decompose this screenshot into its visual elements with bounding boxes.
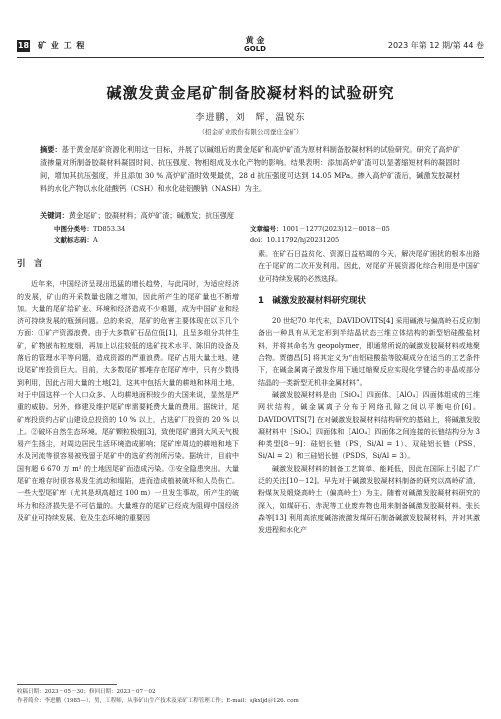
- journal-name: [225, 36, 285, 54]
- abstract-text: 基于黄金尾矿资源化利用这一目标，并展了以碱组后的黄金尾矿和高炉矿渣为原材料制备胶凝材料的试验研究。研究了高炉矿渣掺量对所制备胶凝材料凝固时间、抗压强度、物相组成及水化产物的影响。结果表明：添加高炉矿渣可以显著缩短材料的凝固时间，增加其抗压强度，并且添加 30 % 高炉矿渣时效果最优，28 d 抗压强度可达到 14.05 MPa。掺入高炉矿渣后，碱激发胶凝材料的水化产物以水化硅酸钙（CSH）和水化硅铝酸钠（NASH）为主。: [40, 145, 460, 193]
- journal-name-cn: 黄 金: [245, 36, 265, 45]
- keywords-text: 黄金尾矿；胶凝材料；高炉矿渣；碱激发；抗压强度: [68, 211, 235, 220]
- doc-code-label: 文献标志码：: [54, 236, 93, 244]
- article-no-label: 文章编号：: [250, 225, 283, 233]
- footnote: [17, 688, 484, 706]
- abstract-label: 摘要：: [40, 145, 62, 154]
- doi-value: 10.11792/hj20231205: [266, 236, 340, 244]
- article-no-value: 1001－1277(2023)12－0018－05: [282, 225, 390, 233]
- clc-value: TD853.34: [93, 225, 126, 233]
- author-bio: 作者简介：李进鹏（1985—），男，工程师，从事矿山生产技术及采矿工程管理工作；E-mail：sjkxljd＠126. com: [17, 698, 299, 704]
- journal-name-en: GOLD: [244, 45, 266, 53]
- keywords: [40, 210, 460, 222]
- section-label: 矿 业 工 程: [38, 41, 86, 50]
- doc-code-value: A: [93, 236, 98, 244]
- page-number: 18: [17, 41, 30, 50]
- section1-paragraph-1: 20 世纪70 年代末，DAVIDOVITS[4] 采用碱液与偏高岭石反应制备出一种具有从无定形到半结晶状态三维立体结构的新型铝硅酸盐材料，并将其命名为 geopolymer，即通常所说的碱激发胶凝材料或地聚合物。贾德昌[5] 将其定义为“由铝硅酸盐等胶凝成分在适当的工艺条件下，在碱金属离子激发作用下通过缩聚反应实现化学键合的非晶或部分结晶的一类新型无机非金属材料”。: [258, 317, 480, 387]
- clc-label: 中图分类号：: [54, 225, 93, 233]
- doi-label: doi：: [250, 236, 267, 244]
- abstract: [40, 143, 460, 195]
- article-title: 碱激发黄金尾矿制备胶凝材料的试验研究: [106, 84, 395, 102]
- left-column: [17, 248, 239, 524]
- author-affiliation: （招金矿业股份有限公司蚕庄金矿）: [198, 128, 303, 136]
- page-header: [17, 36, 484, 56]
- article-authors: 李进鹏，刘 辉，温锐东: [195, 113, 306, 123]
- right-column: [258, 248, 480, 537]
- intro-paragraph: 近年来，中国经济呈现出迅猛的增长趋势，与此同时，为适应经济的发展，矿山的开采数量也随之增加，因此所产生的尾矿量也不断增加。大量的尾矿给矿业、环境和经济造成不少难题，成为中国矿业和经济可持续发展的瓶颈问题。总的来说，尾矿的危害主要体现在以下几个方面：①矿产资源浪费。由于大多数矿石品位低[1]，且呈多组分共伴生矿，矿物嵌布粒度细，再加上以往较低的选矿技术水平、陈旧的设备及落后的管理水平等问题，造成资源的严重浪费。尾矿占用大量土地，建设尾矿库投资巨大。目前，大多数尾矿都堆存在尾矿库中，只有少数得到利用，因此占用大量的土地[2]，这其中包括大量的耕地和林用土地，对于中国这样一个人口众多、人均耕地面积较少的大国来说，显然是严重的威胁。另外，修建及维护尾矿库需要耗费大量的费用。据统计，尾矿库投资约占矿山建设总投资的 10 % 以上，占选矿厂投资的 20 % 以上。②破坏自然生态环境。尾矿颗粒极细[3]，致使尾矿遇到大风天气极易产生扬尘，对周边居民生活环境造成影响；尾矿库周边的耕地和地下水及河流等很容易被残留于尾矿中的选矿药剂所污染。据统计，目前中国有超 6 670 万 m² 的土地因尾矿而造成污染。③安全隐患突出。大量尾矿在堆存时很容易发生流动和塌陷，进而造成植被破坏和人员伤亡。一些大型尾矿库（尤其是坝高超过 100 m）一旦发生事故，所产生的破坏力和经济损失是不可估量的。大量堆存的尾矿已经成为阻碍中国经济及矿业可持续发展、危及生态环境的重要因: [17, 280, 239, 522]
- received-date: 收稿日期：2023－05－30；修回日期：2023－07－02: [17, 689, 156, 695]
- header-divider: [17, 57, 484, 58]
- issue-info: 2023 年第 12 期/第 44 卷: [387, 41, 484, 50]
- keywords-label: 关键词：: [40, 211, 69, 220]
- intro-continuation: 素。在矿石日益贫化、资源日益枯竭的今天，解决尾矿困扰的根本出路在于尾矿的二次开发利用。因此，对尾矿开展资源化综合利用是中国矿业可持续发展的必然选择。: [258, 250, 480, 283]
- section1-paragraph-2: 碱激发胶凝材料是由［SiO₄］四面体、［AlO₄］四面体组成的三维网状结构，碱金属离子分布于网络孔隙之间以平衡电价[6]。DAVIDOVITS[7] 在对碱激发胶凝材料结构研究的基础上，将碱激发胶凝材料中［SiO₄］四面体和［AlO₄］四面体之间连接的长链结构分为 3 种类型[8－9]：硅铝长链（PS，Si/Al = 1）、双硅铝长链（PSS，Si/Al = 2）和三硅铝长链（PSDS，Si/Al = 3）。: [258, 390, 480, 461]
- intro-heading: 引 言: [17, 259, 43, 269]
- section1-heading: 1 碱激发胶凝材料研究现状: [258, 295, 366, 306]
- footnote-divider: [17, 684, 117, 685]
- section1-paragraph-3: 碱激发胶凝材料的制备工艺简单、能耗低，因此在国际上引起了广泛的关注[10－12]。早先对于碱激发胶凝材料制备的研究以高岭矿渣、粉煤灰及煅烧高岭土（偏高岭土）为主。随着对碱激发胶凝材料研究的深入，如煤矸石、赤泥等工业废弃物也用来制备碱激发胶凝材料。张长森等[13] 利用高浓度碱溶液激发煤矸石制备碱激发胶凝材料，并对其激发进程和水化产: [258, 464, 480, 535]
